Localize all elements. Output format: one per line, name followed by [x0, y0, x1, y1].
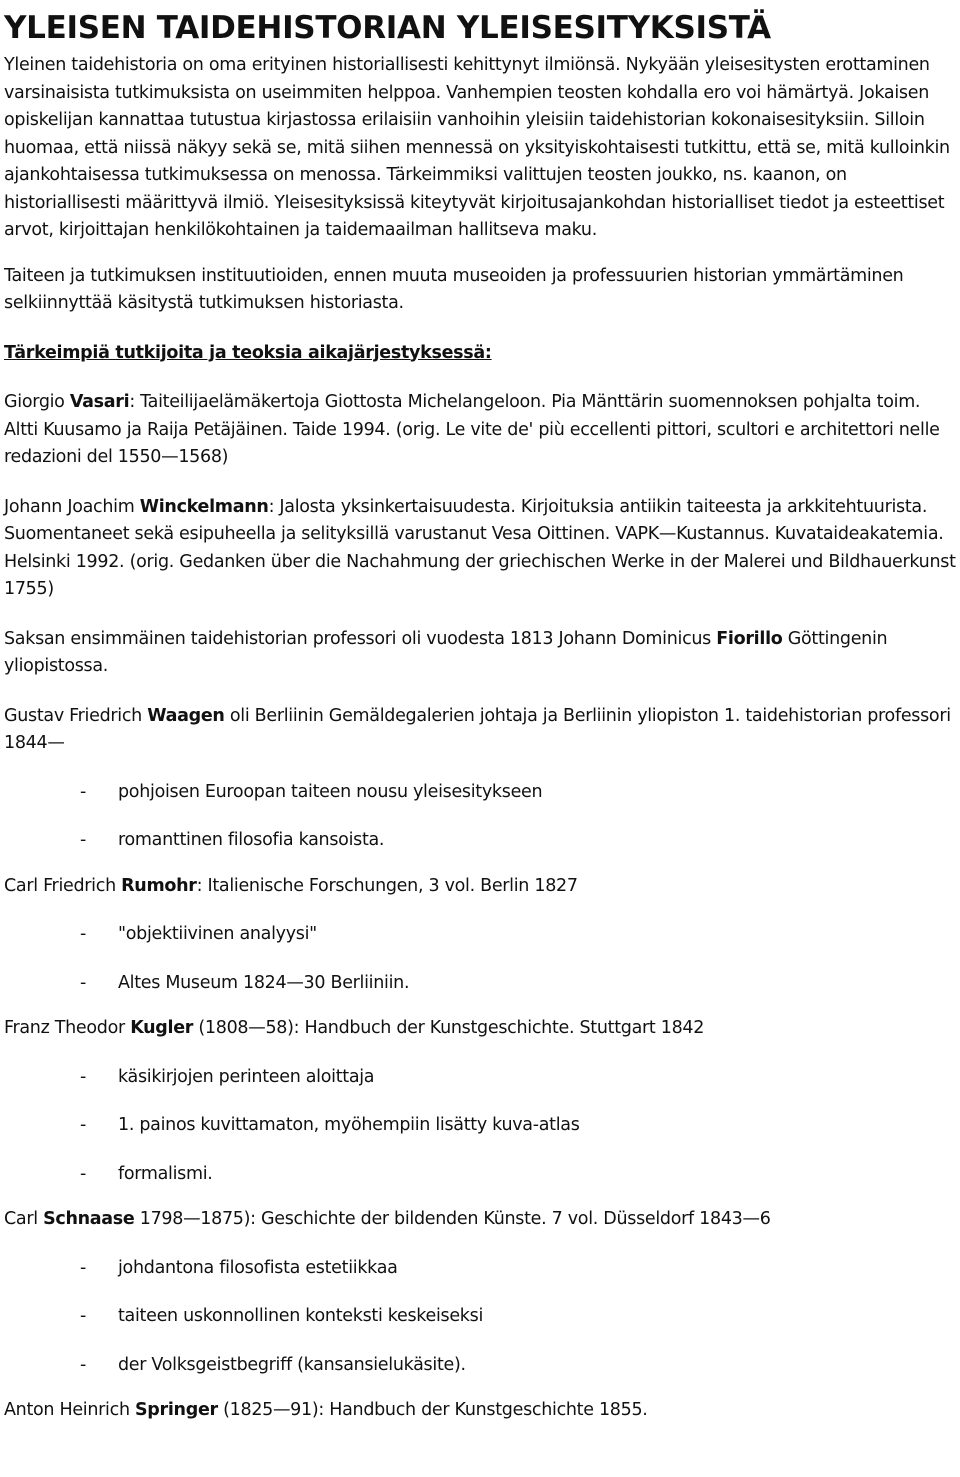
- institutions-paragraph: Taiteen ja tutkimuksen instituutioiden, ennen muuta museoiden ja professuurien historian ymmärtäminen selkiinnyttää käsitystä tutkimuksen historiasta.: [4, 265, 904, 313]
- dash-marker: -: [80, 972, 87, 993]
- entry-text: Göttingenin yliopistossa.: [4, 628, 888, 676]
- list-item: [4, 921, 956, 949]
- author-name: Winckelmann: [139, 496, 269, 517]
- list-item: [4, 1161, 956, 1189]
- author-name: Rumohr: [121, 875, 197, 896]
- entry-text: 1798—1875): Geschichte der bildenden Künste. 7 vol. Düsseldorf 1843—6: [134, 1209, 771, 1229]
- list-item: [4, 1255, 956, 1283]
- intro-paragraph: Yleinen taidehistoria on oma erityinen historiallisesti kehittynyt ilmiönsä. Nykyään yleisesitysten erottaminen varsinaisista tutkimuksista on useimmiten helppoa. Vanhempien teosten kohdalla ero voi hämärtyä. Jokaisen opiskelijan kannattaa tutustua kirjastossa erilaisiin vanhoihin yleisiin taidehistorian kokonaisesityksiin. Silloin huomaa, että niissä näkyy sekä se, mitä siihen mennessä on yksityiskohtaisesti tutkittu, että se, mitä kulloinkin ajankohtaisessa tutkimuksessa on menossa. Tärkeimmiksi valittujen teosten joukko, ns. kaanon, on historiallisesti määrittyvä ilmiö. Yleisesityksissä kiteytyvät kirjoitusajankohdan historialliset tiedot ja esteettiset arvot, kirjoittajan henkilökohtainen ja taidemaailman hallitseva maku.: [4, 55, 950, 240]
- entry-text: Giorgio: [4, 392, 70, 412]
- bullet-text: romanttinen filosofia kansoista.: [118, 830, 385, 850]
- dash-marker: -: [80, 1163, 87, 1184]
- author-name: Kugler: [130, 1018, 194, 1038]
- entry-rumohr: [4, 873, 956, 901]
- entry-text: Franz Theodor: [4, 1018, 131, 1038]
- entry-text: Anton Heinrich: [4, 1400, 135, 1420]
- entry-text: (1825—91): Handbuch der Kunstgeschichte 1855.: [217, 1400, 648, 1420]
- list-item: [4, 1112, 956, 1140]
- bullet-text: pohjoisen Euroopan taiteen nousu yleisesitykseen: [118, 781, 543, 802]
- entry-kugler: [4, 1015, 956, 1043]
- entry-fiorillo: [4, 626, 956, 681]
- author-name: Vasari: [69, 392, 130, 412]
- entry-vasari: [4, 389, 956, 472]
- bullet-text: käsikirjojen perinteen aloittaja: [118, 1066, 375, 1087]
- entry-schnaase: [4, 1206, 956, 1234]
- bullet-text: 1. painos kuvittamaton, myöhempiin lisätty kuva-atlas: [118, 1115, 580, 1135]
- list-item: [4, 779, 956, 807]
- page-title: YLEISEN TAIDEHISTORIAN YLEISESITYKSISTÄ: [4, 10, 771, 46]
- list-item: [4, 1352, 956, 1380]
- entry-text: : Jalosta yksinkertaisuudesta. Kirjoituksia antiikin taiteesta ja arkkitehtuurista. Suomentaneet sekä esipuheella ja selityksillä varustanut Vesa Oittinen. VAPK—Kustannus. Kuvataideakatemia. Helsinki 1992. (orig. Gedanken über die Nachahmung der griechischen Werke in der Malerei und Bildhauerkunst 1755): [4, 496, 956, 599]
- entry-text: Carl: [4, 1209, 44, 1229]
- bullet-text: johdantona filosofista estetiikkaa: [118, 1257, 398, 1278]
- dash-marker: -: [80, 781, 87, 802]
- dash-marker: -: [80, 924, 87, 944]
- author-name: Fiorillo: [716, 628, 783, 649]
- dash-marker: -: [80, 1257, 87, 1278]
- dash-marker: -: [80, 1354, 87, 1375]
- dash-marker: -: [80, 1066, 87, 1087]
- bullet-text: "objektiivinen analyysi": [118, 924, 317, 944]
- list-item: [4, 970, 956, 998]
- entry-text: : Italienische Forschungen, 3 vol. Berlin 1827: [196, 875, 578, 896]
- dash-marker: -: [80, 1115, 87, 1135]
- list-item: [4, 1064, 956, 1092]
- author-name: Schnaase: [43, 1209, 135, 1229]
- entry-text: Johann Joachim: [4, 496, 140, 517]
- entry-text: Carl Friedrich: [4, 875, 122, 896]
- entry-text: Saksan ensimmäinen taidehistorian professori oli vuodesta 1813 Johann Dominicus: [4, 628, 717, 649]
- author-name: Springer: [135, 1400, 218, 1420]
- entry-springer: [4, 1397, 956, 1425]
- list-item: [4, 827, 956, 855]
- entry-waagen: [4, 703, 956, 758]
- dash-marker: -: [80, 1306, 87, 1326]
- bullet-text: der Volksgeistbegriff (kansansielukäsite).: [118, 1354, 466, 1375]
- bullet-text: formalismi.: [118, 1163, 213, 1184]
- entry-text: oli Berliinin Gemäldegalerien johtaja ja Berliinin yliopiston 1. taidehistorian professori 1844—: [4, 705, 951, 753]
- entry-winckelmann: [4, 494, 956, 604]
- list-item: [4, 1303, 956, 1331]
- bullet-text: Altes Museum 1824—30 Berliiniin.: [118, 972, 410, 993]
- entry-text: : Taiteilijaelämäkertoja Giottosta Michelangeloon. Pia Mänttärin suomennoksen pohjalta toim. Altti Kuusamo ja Raija Petäjäinen. Taide 1994. (orig. Le vite de' più eccellenti pittori, scultori e architettori nelle redazioni del 1550—1568): [4, 392, 940, 467]
- dash-marker: -: [80, 830, 87, 850]
- entry-text: Gustav Friedrich: [4, 705, 148, 726]
- entry-text: (1808—58): Handbuch der Kunstgeschichte. Stuttgart 1842: [193, 1018, 705, 1038]
- list-heading: Tärkeimpiä tutkijoita ja teoksia aikajärjestyksessä:: [4, 342, 492, 363]
- bullet-text: taiteen uskonnollinen konteksti keskeiseksi: [118, 1306, 484, 1326]
- author-name: Waagen: [147, 705, 225, 726]
